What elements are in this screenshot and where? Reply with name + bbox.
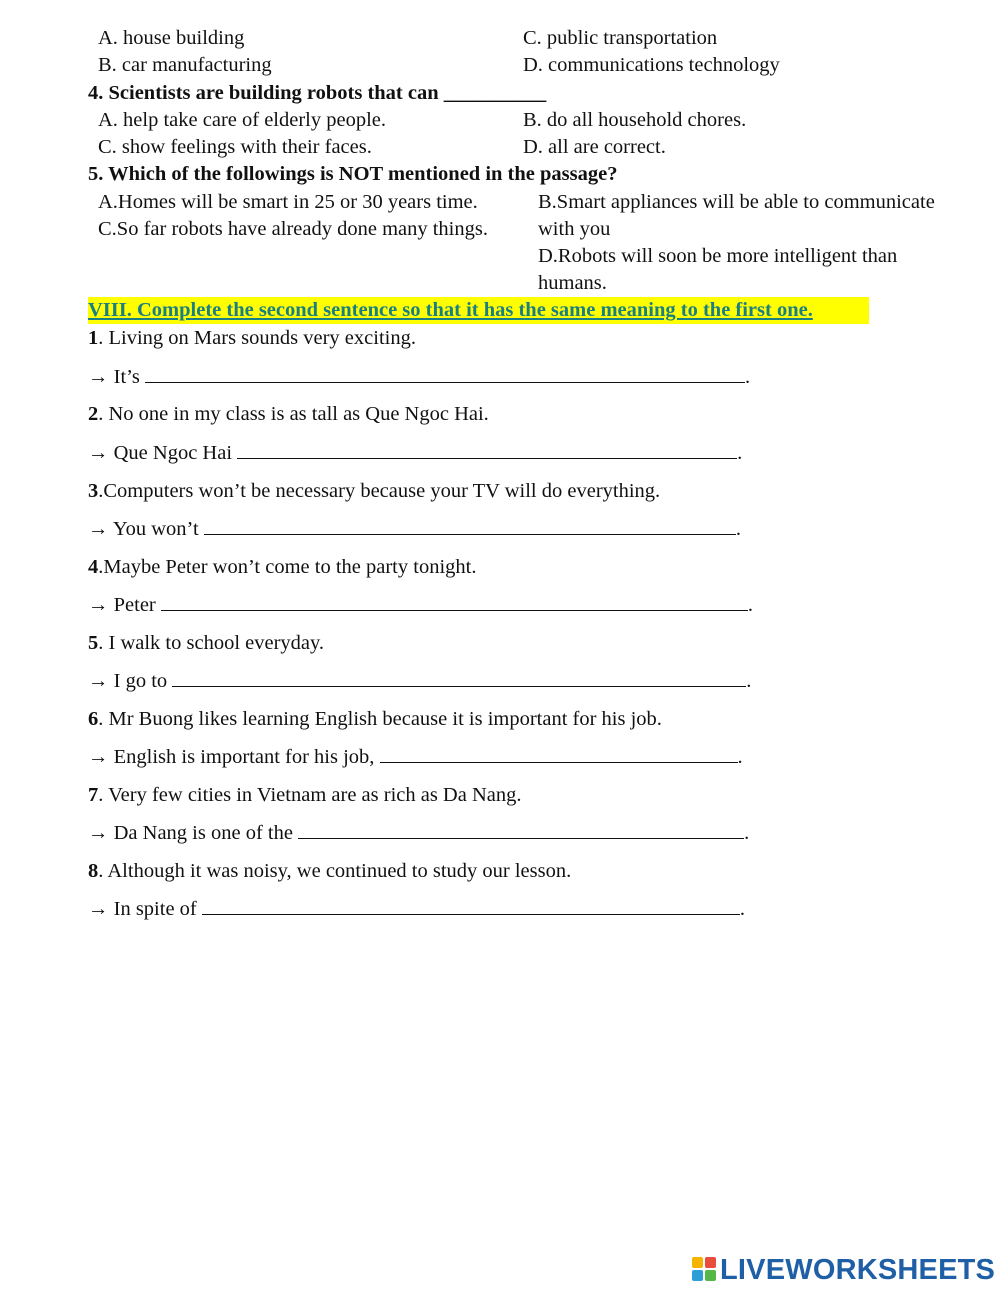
- q5-option-b-line1: B.Smart appliances will be able to communicate: [538, 191, 935, 213]
- q4-option-b: B. do all household chores.: [523, 109, 747, 131]
- q3-option-a: A. house building: [98, 27, 245, 49]
- exercise-8-sentence: 8. Although it was noisy, we continued to study our lesson.: [88, 860, 572, 882]
- exercise-5-answer-line: → I go to .: [88, 670, 752, 692]
- q3-option-b: B. car manufacturing: [98, 54, 272, 76]
- exercise-1-sentence: 1. Living on Mars sounds very exciting.: [88, 327, 416, 349]
- exercise-7-answer-line: → Da Nang is one of the .: [88, 822, 750, 844]
- exercise-8-answer-line: → In spite of .: [88, 898, 745, 920]
- logo-square-2: [705, 1257, 716, 1268]
- exercise-6-answer-line: → English is important for his job, .: [88, 746, 743, 768]
- liveworksheets-logo[interactable]: [692, 1253, 996, 1287]
- q5-option-b-line2: with you: [538, 218, 611, 240]
- exercise-2-answer-line: → Que Ngoc Hai .: [88, 442, 743, 464]
- q5-option-d-line1: D.Robots will soon be more intelligent than: [538, 245, 898, 267]
- q3-option-c: C. public transportation: [523, 27, 718, 49]
- q4-option-c: C. show feelings with their faces.: [98, 136, 372, 158]
- q5-stem: 5. Which of the followings is NOT mentioned in the passage?: [88, 163, 618, 185]
- logo-square-3: [692, 1270, 703, 1281]
- exercise-2-answer-blank[interactable]: [237, 440, 737, 459]
- exercise-1-answer-line: → It’s .: [88, 366, 751, 388]
- exercise-2-sentence: 2. No one in my class is as tall as Que Ngoc Hai.: [88, 403, 489, 425]
- q3-option-d: D. communications technology: [523, 54, 780, 76]
- exercise-7-answer-blank[interactable]: [298, 820, 744, 839]
- exercise-6-sentence: 6. Mr Buong likes learning English because it is important for his job.: [88, 708, 662, 730]
- logo-mark-icon: [692, 1257, 718, 1283]
- section-heading-highlight: [88, 297, 869, 324]
- exercise-1-answer-blank[interactable]: [145, 364, 745, 383]
- q4-option-a: A. help take care of elderly people.: [98, 109, 387, 131]
- q5-option-c: C.So far robots have already done many things.: [98, 218, 488, 240]
- exercise-3-answer-blank[interactable]: [204, 516, 736, 535]
- q4-stem: 4. Scientists are building robots that can __________: [88, 82, 547, 104]
- exercise-6-answer-blank[interactable]: [380, 744, 738, 763]
- exercise-5-sentence: 5. I walk to school everyday.: [88, 632, 325, 654]
- exercise-4-sentence: 4.Maybe Peter won’t come to the party tonight.: [88, 556, 477, 578]
- logo-text: LIVEWORKSHEETS: [720, 1254, 996, 1286]
- q5-option-d-line2: humans.: [538, 272, 607, 294]
- exercise-4-answer-blank[interactable]: [161, 592, 748, 611]
- q4-option-d: D. all are correct.: [523, 136, 666, 158]
- exercise-8-answer-blank[interactable]: [202, 896, 740, 915]
- exercise-7-sentence: 7. Very few cities in Vietnam are as rich as Da Nang.: [88, 784, 522, 806]
- exercise-5-answer-blank[interactable]: [172, 668, 746, 687]
- exercise-3-sentence: 3.Computers won’t be necessary because your TV will do everything.: [88, 480, 661, 502]
- logo-square-1: [692, 1257, 703, 1268]
- exercise-3-answer-line: → You won’t .: [88, 518, 741, 540]
- q5-option-a: A.Homes will be smart in 25 or 30 years time.: [98, 191, 478, 213]
- exercise-4-answer-line: → Peter .: [88, 594, 753, 616]
- logo-square-4: [705, 1270, 716, 1281]
- section-heading: VIII. Complete the second sentence so that it has the same meaning to the first one.: [88, 299, 813, 321]
